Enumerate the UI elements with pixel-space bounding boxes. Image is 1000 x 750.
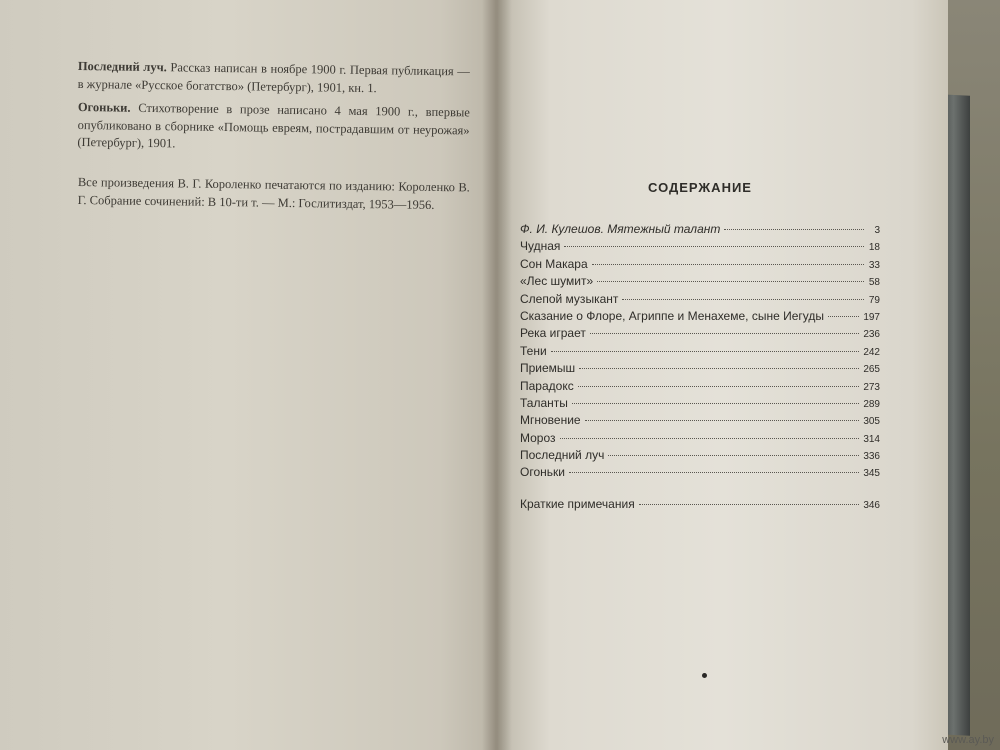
toc-leader-dots (622, 299, 864, 300)
note-title: Огоньки. (77, 99, 131, 115)
toc-leader-dots (597, 281, 864, 282)
toc-item-page: 18 (868, 242, 880, 254)
toc-item-page: 58 (868, 277, 880, 289)
toc-item-page: 336 (863, 451, 880, 463)
toc-item-label: Ф. И. Кулешов. Мятежный талант (520, 222, 721, 236)
toc-item (520, 238, 880, 255)
book-gutter (482, 0, 512, 750)
edition-note: Все произведения В. Г. Короленко печатаются по изданию: Короленко В. Г. Собрание сочинений: В 10-ти т. — М.: Гослитиздат, 1953—1956. (77, 174, 470, 211)
toc-item-page: 346 (863, 499, 880, 511)
toc-item-label: Парадокс (520, 378, 574, 393)
watermark: www.ay.by (942, 734, 994, 746)
note-text: Рассказ написан в ноябре 1900 г. Первая публикация — в журнале «Русское богатство» (Петербург), 1901, кн. 1. (77, 60, 470, 95)
toc-item (520, 447, 880, 464)
toc-item-label: Краткие примечания (520, 496, 635, 511)
toc-item-page: 265 (863, 364, 880, 376)
toc-leader-dots (724, 229, 864, 230)
toc-item (520, 343, 880, 360)
toc-item-label: Последний луч (520, 448, 605, 463)
toc-list (520, 221, 880, 513)
toc-item-page: 197 (863, 311, 880, 323)
toc-item-label: Тени (520, 343, 547, 358)
toc-item-page: 79 (868, 294, 880, 306)
toc-leader-dots (551, 351, 860, 352)
note-last-ray (78, 58, 470, 98)
toc-item-page: 289 (863, 398, 880, 410)
toc-item-page: 273 (863, 381, 880, 393)
toc-item (520, 325, 880, 342)
notes-block (78, 58, 470, 215)
toc-item (520, 430, 880, 447)
toc-leader-dots (578, 386, 860, 387)
toc-item (520, 221, 880, 238)
toc-leader-dots (608, 455, 859, 456)
toc-item (520, 308, 880, 325)
toc-item-page: 314 (863, 433, 880, 445)
toc-item (520, 412, 880, 429)
note-text: Стихотворение в прозе написано 4 мая 1900 г., впервые опубликовано в сборнике «Помощь евреям, пострадавшим от неурожая» (Петербург), 1901. (77, 100, 470, 151)
toc-item-label: «Лес шумит» (520, 274, 594, 289)
toc-item-label: Чудная (520, 239, 561, 254)
toc-item (520, 273, 880, 290)
toc-item-page: 33 (868, 259, 880, 271)
toc-item-page: 305 (863, 416, 880, 428)
toc-item (520, 360, 880, 377)
toc-item-label: Слепой музыкант (520, 291, 619, 306)
toc-leader-dots (572, 403, 859, 404)
toc-item (520, 256, 880, 273)
toc-item-label: Мгновение (520, 413, 581, 428)
table-of-contents (520, 180, 880, 513)
toc-item-label: Таланты (520, 395, 568, 410)
toc-item (520, 395, 880, 412)
ink-spot (702, 673, 707, 678)
toc-leader-dots (639, 504, 860, 505)
toc-leader-dots (560, 438, 860, 439)
toc-leader-dots (592, 264, 864, 265)
toc-spacer (520, 482, 880, 496)
toc-title: СОДЕРЖАНИЕ (648, 180, 752, 195)
toc-item-page: 236 (863, 329, 880, 341)
toc-item (520, 464, 880, 481)
toc-item-label: Сон Макара (520, 256, 588, 271)
toc-item-page: 345 (863, 468, 880, 480)
toc-item (520, 378, 880, 395)
note-title: Последний луч. (77, 58, 167, 75)
toc-leader-dots (569, 472, 859, 473)
toc-item-label: Приемыш (520, 361, 576, 376)
toc-item-page: 242 (863, 346, 880, 358)
toc-leader-dots (579, 368, 859, 369)
toc-item (520, 291, 880, 308)
toc-item-notes (520, 496, 880, 513)
toc-leader-dots (590, 333, 859, 334)
toc-item-label: Река играет (520, 326, 586, 341)
toc-item-page: 3 (874, 225, 880, 236)
toc-leader-dots (564, 246, 864, 247)
note-lights (77, 99, 470, 157)
toc-leader-dots (585, 420, 860, 421)
toc-item-label: Мороз (520, 430, 556, 445)
toc-item-label: Огоньки (520, 465, 565, 480)
toc-item-label: Сказание о Флоре, Агриппе и Менахеме, сыне Иегуды (520, 308, 824, 323)
toc-leader-dots (828, 316, 859, 317)
